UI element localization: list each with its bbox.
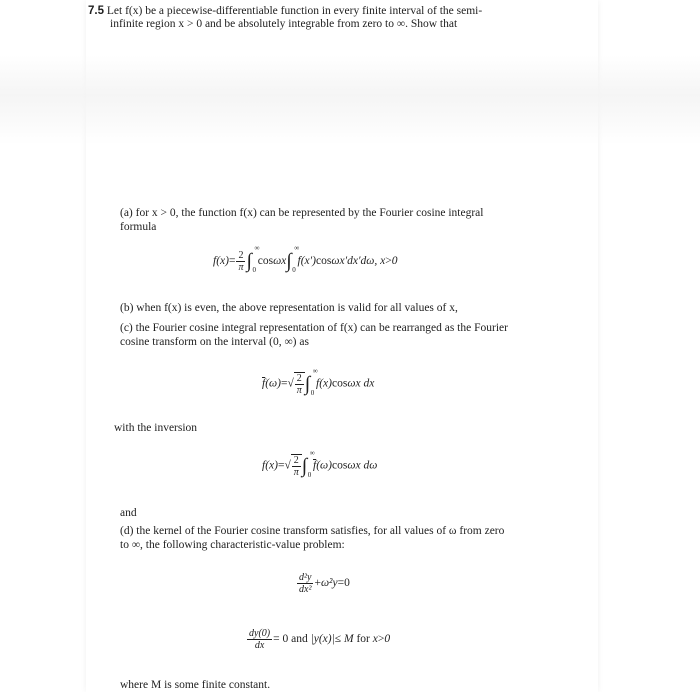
closing-line: where M is some finite constant. — [120, 679, 271, 691]
part-b-line1: (b) when f(x) is even, the above representation is valid for all values of x, — [120, 302, 458, 314]
inverse-transform-equation: f(x)=√ $\frac{2}{\pi}$ ∫ ∞ 0 $\overline{f}(\omega)\cos\omega x$ dω — [262, 448, 378, 479]
problem-intro-line2: infinite region x > 0 and be absolutely integrable from zero to ∞. Show that — [110, 18, 458, 30]
problem-intro-line1 — [88, 4, 482, 18]
boundary-conditions: $\frac{dy(0)}{dx}$ = 0 and |y(x)|≤ M for x>0 — [249, 628, 391, 651]
part-a-line2: formula — [120, 221, 157, 233]
part-c-line1: (c) the Fourier cosine integral representation of f(x) can be rearranged as the Fourier — [120, 322, 508, 334]
part-a-line1: (a) for x > 0, the function f(x) can be represented by the Fourier cosine integral — [120, 207, 484, 219]
with-inversion-label: with the inversion — [114, 422, 198, 434]
scan-glare — [0, 55, 700, 145]
part-a-equation: f(x)= $\frac{2}{\pi}$ ∫ ∞ 0 cosωx∫ ∞ 0 f(x′)cosωx′dx′dω, x>0 — [213, 244, 398, 274]
ode-equation: $\frac{\text{d²y}}{\text{dx²}}$ +ω²y=0 — [299, 572, 350, 595]
part-d-line2: to ∞, the following characteristic-value problem: — [120, 539, 345, 551]
cosine-transform-equation: $\overline{f}(\omega)=√$ $\frac{2}{\pi}$ ∫ ∞ 0 f(x)cosωx dx — [262, 366, 375, 397]
part-c-line2: cosine transform on the interval (0, ∞) as — [120, 336, 309, 348]
connector-and: and — [120, 507, 137, 519]
intro-text-1: Let f(x) be a piecewise-differentiable function in every finite interval of the semi- — [106, 5, 483, 17]
problem-number: 7.5 — [88, 5, 104, 17]
part-d-line1: (d) the kernel of the Fourier cosine transform satisfies, for all values of ω from zero — [120, 525, 505, 537]
